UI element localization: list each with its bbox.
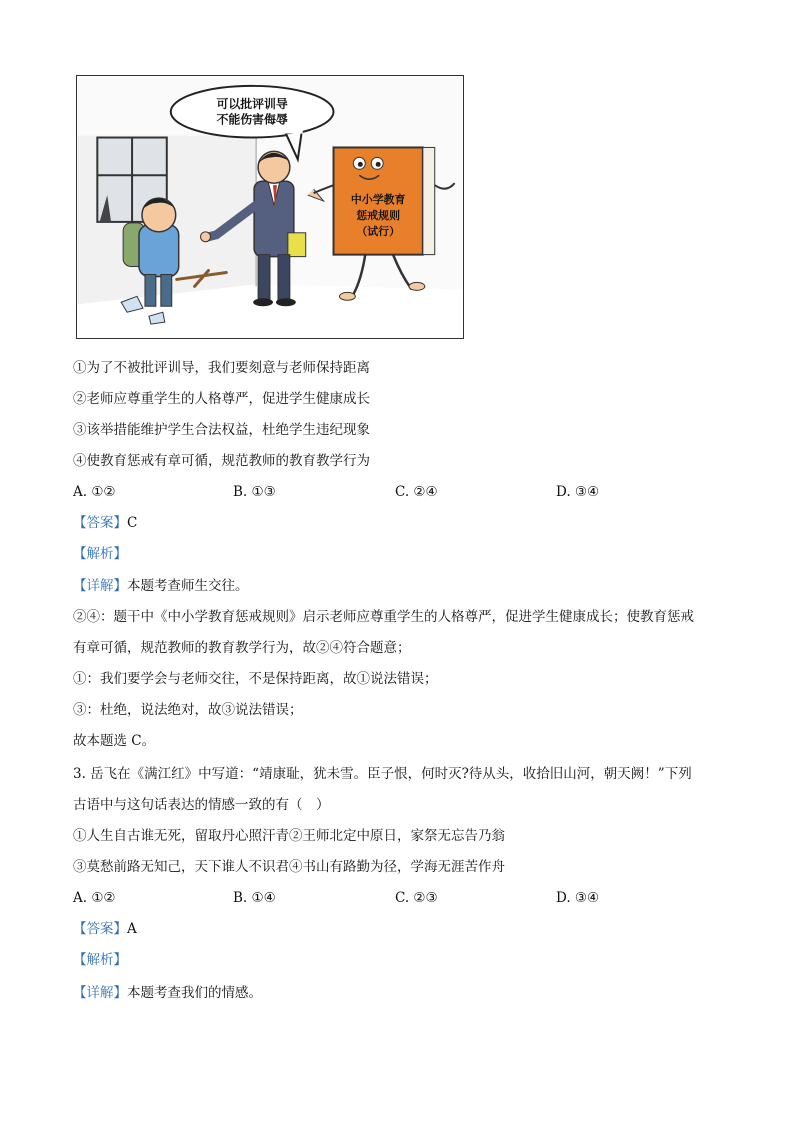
- q3-option-d[interactable]: D. ③④: [556, 890, 600, 906]
- q2-statement-2: ②老师应尊重学生的人格尊严，促进学生健康成长: [73, 391, 370, 407]
- q2-explanation-2: 有章可循，规范教师的教育教学行为，故②④符合题意；: [73, 640, 411, 656]
- speech-line-2: 不能伤害侮辱: [216, 112, 288, 127]
- q2-answer-tag: 【答案】: [73, 515, 127, 531]
- q2-statement-3: ③该举措能维护学生合法权益，杜绝学生违纪现象: [73, 422, 370, 438]
- q3-statements-2: ③莫愁前路无知己，天下谁人不识君④书山有路勤为径，学海无涯苦作舟: [73, 859, 505, 875]
- q2-option-b[interactable]: B. ①③: [233, 484, 276, 500]
- q3-stem-2: 古语中与这句话表达的情感一致的有（ ）: [73, 797, 330, 813]
- q2-statement-1: ①为了不被批评训导，我们要刻意与老师保持距离: [73, 360, 370, 376]
- q3-stem-1: 3. 岳飞在《满江红》中写道：“靖康耻，犹未雪。臣子恨，何时灭?待从头，收拾旧山河，朝天阙！”下列: [73, 766, 692, 782]
- q3-option-c[interactable]: C. ②③: [395, 890, 438, 906]
- q3-analysis-heading: [73, 950, 127, 970]
- q2-statement-4: ④使教育惩戒有章可循，规范教师的教育教学行为: [73, 453, 370, 469]
- q2-option-c[interactable]: C. ②④: [395, 484, 438, 500]
- book-title-line-2: 惩戒规则: [356, 208, 400, 222]
- q3-option-b[interactable]: B. ①④: [233, 890, 276, 906]
- q3-analysis-tag: 【解析】: [73, 952, 127, 968]
- q3-detail-tag: 【详解】: [73, 985, 127, 1001]
- q3-statements-1: ①人生自古谁无死，留取丹心照汗青②王师北定中原日，家祭无忘告乃翁: [73, 828, 505, 844]
- q3-detail: [73, 983, 262, 1003]
- q2-explanation-4: ③：杜绝，说法绝对，故③说法错误；: [73, 702, 303, 718]
- q2-answer-value: C: [127, 515, 138, 531]
- q3-detail-text: 本题考查我们的情感。: [127, 985, 262, 1001]
- q2-explanation-3: ①：我们要学会与老师交往，不是保持距离，故①说法错误；: [73, 671, 438, 687]
- book-title-line-1: 中小学教育: [350, 193, 406, 207]
- q2-analysis-heading: [73, 544, 127, 564]
- q2-explanation-1: ②④：题干中《中小学教育惩戒规则》启示老师应尊重学生的人格尊严，促进学生健康成长；使教育惩戒: [73, 609, 694, 625]
- q2-option-a[interactable]: A. ①②: [73, 484, 116, 500]
- q2-analysis-tag: 【解析】: [73, 546, 127, 562]
- q2-detail-text: 本题考查师生交往。: [127, 578, 249, 594]
- cartoon-illustration: [76, 75, 464, 339]
- q3-answer: [73, 919, 137, 939]
- q3-option-a[interactable]: A. ①②: [73, 890, 116, 906]
- q2-detail-tag: 【详解】: [73, 578, 127, 594]
- speech-line-1: 可以批评训导: [216, 96, 288, 111]
- q3-answer-tag: 【答案】: [73, 921, 127, 937]
- q2-explanation-5: 故本题选 C。: [73, 733, 156, 749]
- book-title-line-3: （试行）: [356, 224, 400, 238]
- q3-answer-value: A: [127, 921, 137, 937]
- q2-detail: [73, 576, 249, 596]
- q2-answer: [73, 513, 137, 533]
- q2-option-d[interactable]: D. ③④: [556, 484, 600, 500]
